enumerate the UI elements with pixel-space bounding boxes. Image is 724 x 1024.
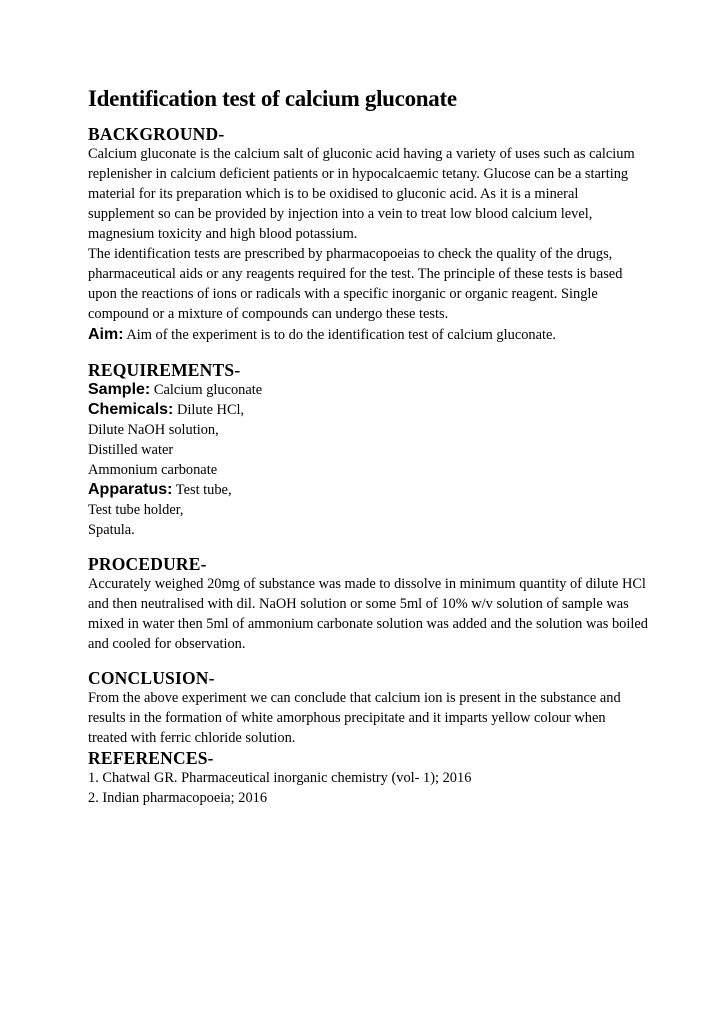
aim-paragraph [88,324,648,346]
apparatus-item: Test tube, [175,482,232,498]
chemicals-label: Chemicals: [88,401,174,418]
apparatus-label: Apparatus: [88,481,173,498]
reference-item: 2. Indian pharmacopoeia; 2016 [88,790,268,806]
sample-label: Sample: [88,381,151,398]
procedure-section [88,554,648,654]
requirements-section [88,360,648,540]
reference-item: 1. Chatwal GR. Pharmaceutical inorganic chemistry (vol- 1); 2016 [88,770,472,786]
procedure-text: Accurately weighed 20mg of substance was made to dissolve in minimum quantity of dilute HCl and then neutralised with dil. NaOH solution or some 5ml of 10% w/v solution of sample was mixed in water then 5ml of ammonium carbonate solution was added and the solution was boiled and cooled for observation. [88,576,648,652]
background-paragraph-1: Calcium gluconate is the calcium salt of gluconic acid having a variety of uses such as calcium replenisher in calcium deficient patients or in hypocalcaemic tetany. Glucose can be a starting material for its preparation which is to be oxidised to gluconic acid. As it is a mineral supplement so can be provided by injection into a vein to treat low blood calcium level, magnesium toxicity and high blood potassium. [88,146,635,242]
chemical-item: Dilute HCl, [176,402,245,418]
chemical-item: Ammonium carbonate [88,462,218,478]
background-paragraph-2: The identification tests are prescribed by pharmacopoeias to check the quality of the drugs, pharmaceutical aids or any reagents required for the test. The principle of these tests is based upon the reactions of ions or radicals with a specific inorganic or organic reagent. Single compound or a mixture of compounds can undergo these tests. [88,246,623,322]
conclusion-text: From the above experiment we can conclude that calcium ion is present in the substance and results in the formation of white amorphous precipitate and it imparts yellow colour when treated with ferric chloride solution. [88,690,621,746]
references-heading: REFERENCES- [88,748,214,768]
apparatus-line [88,480,648,500]
background-heading: BACKGROUND- [88,124,225,144]
references-section [88,748,648,808]
document-page [88,86,648,808]
chemicals-line [88,400,648,420]
conclusion-heading: CONCLUSION- [88,668,215,688]
background-section [88,124,648,346]
aim-label: Aim: [88,326,124,343]
aim-text: Aim of the experiment is to do the identification test of calcium gluconate. [126,327,556,343]
sample-value: Calcium gluconate [153,382,263,398]
apparatus-item: Test tube holder, [88,502,184,518]
apparatus-item: Spatula. [88,522,135,538]
sample-line [88,380,648,400]
page-title: Identification test of calcium gluconate [88,86,457,111]
procedure-heading: PROCEDURE- [88,554,207,574]
chemical-item: Dilute NaOH solution, [88,422,219,438]
chemical-item: Distilled water [88,442,174,458]
conclusion-section [88,668,648,748]
requirements-heading: REQUIREMENTS- [88,360,241,380]
